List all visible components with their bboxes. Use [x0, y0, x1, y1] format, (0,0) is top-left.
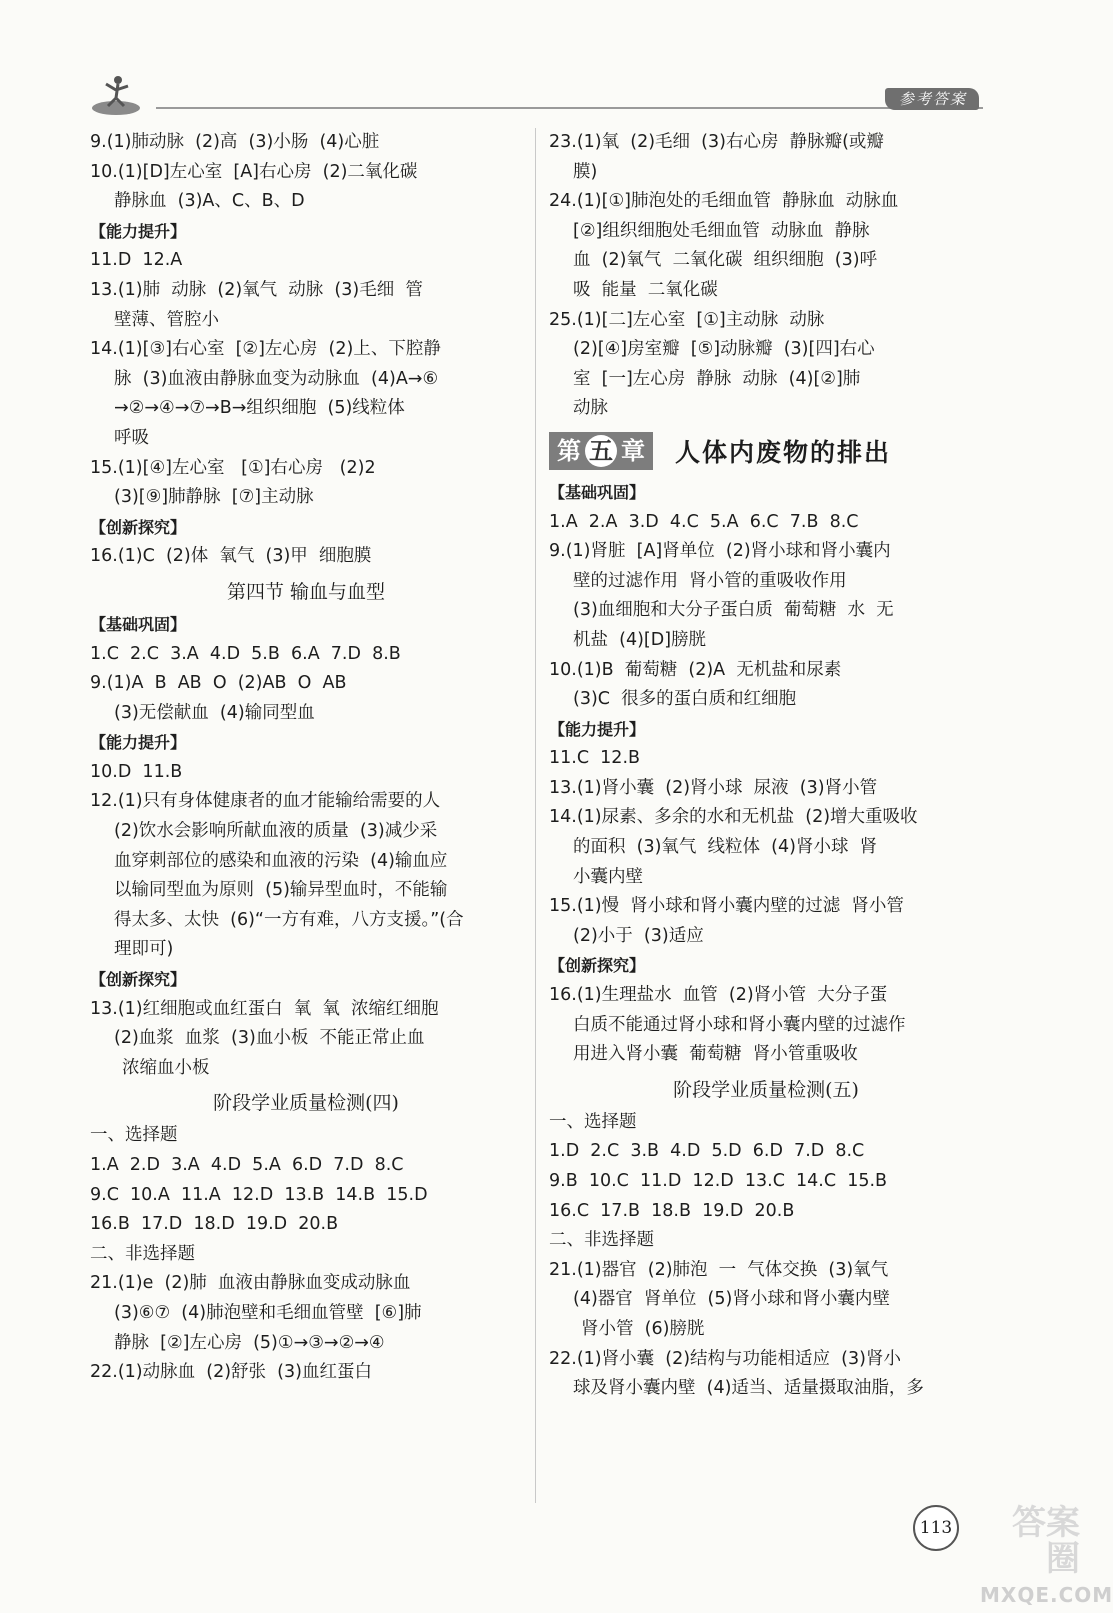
subsection-tag: 【能力提升】 — [90, 733, 187, 753]
answer-line: 13.(1)肾小囊 (2)肾小球 尿液 (3)肾小管 — [549, 777, 878, 798]
answer-line: 静脉 [②]左心房 (5)①→③→②→④ — [114, 1332, 385, 1353]
answer-line: (3)血细胞和大分子蛋白质 葡萄糖 水 无 — [573, 600, 894, 621]
answer-line: 15.(1)[④]左心室 [①]右心房 (2)2 — [90, 457, 376, 478]
chapter-suffix: 章 — [621, 436, 645, 465]
section-title: 阶段学业质量检测(四) — [213, 1092, 399, 1115]
answer-line: (3)[⑨]肺静脉 [⑦]主动脉 — [114, 487, 314, 508]
watermark-url: MXQE.COM — [980, 1583, 1113, 1607]
answer-line: 22.(1)动脉血 (2)舒张 (3)血红蛋白 — [90, 1362, 372, 1383]
answer-line: 血 (2)氧气 二氧化碳 组织细胞 (3)呼 — [573, 250, 878, 271]
answer-line: 脉 (3)血液由静脉血变为动脉血 (4)A→⑥ — [114, 368, 439, 389]
subsection-tag: 【能力提升】 — [549, 719, 646, 739]
watermark-text: 答案圈 — [1012, 1503, 1080, 1579]
answer-line: 25.(1)[二]左心室 [①]主动脉 动脉 — [549, 309, 825, 330]
answer-line: 二、非选择题 — [549, 1230, 654, 1251]
answer-line: 球及肾小囊内壁 (4)适当、适量摄取油脂，多 — [573, 1378, 924, 1399]
answer-line: 浓缩血小板 — [122, 1057, 210, 1078]
answer-line: 21.(1)e (2)肺 血液由静脉血变成动脉血 — [90, 1273, 411, 1294]
answer-line: 得太多、太快 (6)“一方有难，八方支援。”(合 — [114, 909, 464, 930]
answer-line: 16.B 17.D 18.D 19.D 20.B — [90, 1214, 339, 1235]
answer-line: 1.A 2.A 3.D 4.C 5.A 6.C 7.B 8.C — [549, 511, 859, 532]
section-title: 阶段学业质量检测(五) — [673, 1078, 859, 1101]
answer-line: 1.D 2.C 3.B 4.D 5.D 6.D 7.D 8.C — [549, 1141, 865, 1162]
answer-line: 13.(1)肺 动脉 (2)氧气 动脉 (3)毛细 管 — [90, 279, 423, 300]
answer-line: 11.D 12.A — [90, 250, 183, 271]
answer-line: 肾小管 (6)膀胱 — [581, 1318, 705, 1339]
answer-line: 小囊内壁 — [573, 866, 643, 887]
answer-line: (3)⑥⑦ (4)肺泡壁和毛细血管壁 [⑥]肺 — [114, 1302, 422, 1323]
answer-line: 膜) — [573, 161, 598, 182]
answer-line: 静脉血 (3)A、C、B、D — [114, 191, 305, 212]
answer-line: 动脉 — [573, 398, 608, 419]
answer-line: 10.(1)B 葡萄糖 (2)A 无机盐和尿素 — [549, 659, 842, 680]
answer-line: 的面积 (3)氧气 线粒体 (4)肾小球 肾 — [573, 837, 878, 858]
answer-line: 14.(1)尿素、多余的水和无机盐 (2)增大重吸收 — [549, 807, 918, 828]
answer-line: 呼吸 — [114, 427, 149, 448]
page-number: 113 — [913, 1505, 959, 1551]
answer-line: 理即可) — [114, 939, 174, 960]
answer-line: (2)小于 (3)适应 — [573, 925, 704, 946]
answer-line: 11.C 12.B — [549, 748, 641, 769]
answer-line: (3)无偿献血 (4)输同型血 — [114, 702, 315, 723]
subsection-tag: 【创新探究】 — [549, 956, 646, 976]
answer-line: 9.B 10.C 11.D 12.D 13.C 14.C 15.B — [549, 1171, 888, 1191]
answer-line: 一、选择题 — [549, 1111, 637, 1132]
answer-line: 14.(1)[③]右心室 [②]左心房 (2)上、下腔静 — [90, 339, 441, 360]
answer-line: 室 [一]左心房 静脉 动脉 (4)[②]肺 — [573, 368, 861, 389]
answer-line: 15.(1)慢 肾小球和肾小囊内壁的过滤 肾小管 — [549, 896, 904, 917]
answer-line: 13.(1)红细胞或血红蛋白 氧 氧 浓缩红细胞 — [90, 998, 439, 1019]
answer-line: 24.(1)[①]肺泡处的毛细血管 静脉血 动脉血 — [549, 191, 899, 212]
answer-line: 以输同型血为原则 (5)输异型血时，不能输 — [114, 880, 448, 901]
answer-line: 二、非选择题 — [90, 1243, 195, 1264]
answer-line: 21.(1)器官 (2)肺泡 一 气体交换 (3)氧气 — [549, 1259, 889, 1280]
answer-line: 一、选择题 — [90, 1125, 178, 1146]
subsection-tag: 【创新探究】 — [90, 517, 187, 537]
page-header — [88, 70, 983, 120]
answer-line: 用进入肾小囊 葡萄糖 肾小管重吸收 — [573, 1044, 858, 1065]
runner-logo-icon — [88, 72, 148, 118]
header-rule — [156, 107, 983, 109]
column-divider — [535, 128, 536, 1503]
answer-line: 10.(1)[D]左心室 [A]右心房 (2)二氧化碳 — [90, 161, 418, 182]
subsection-tag: 【能力提升】 — [90, 221, 187, 241]
answer-line: 10.D 11.B — [90, 761, 183, 782]
answer-line: (2)[④]房室瓣 [⑤]动脉瓣 (3)[四]右心 — [573, 339, 875, 360]
subsection-tag: 【基础巩固】 — [90, 614, 187, 634]
answer-line: (3)C 很多的蛋白质和红细胞 — [573, 689, 797, 710]
answer-key-badge: 参考答案 — [885, 88, 979, 110]
watermark-logo — [980, 1503, 1113, 1607]
subsection-tag: 【创新探究】 — [90, 970, 187, 990]
chapter-number-box — [549, 432, 653, 470]
answer-line: 1.C 2.C 3.A 4.D 5.B 6.A 7.D 8.B — [90, 643, 401, 664]
section-title: 第四节 输血与血型 — [226, 580, 386, 603]
answer-line: 壁的过滤作用 肾小管的重吸收作用 — [573, 570, 847, 591]
answer-line: 血穿刺部位的感染和血液的污染 (4)输血应 — [114, 850, 448, 871]
answer-line: 白质不能通过肾小球和肾小囊内壁的过滤作 — [573, 1014, 906, 1035]
answer-line: 22.(1)肾小囊 (2)结构与功能相适应 (3)肾小 — [549, 1348, 901, 1369]
subsection-tag: 【基础巩固】 — [549, 482, 646, 502]
chapter-title: 人体内废物的排出 — [675, 437, 892, 467]
answer-line: 1.A 2.D 3.A 4.D 5.A 6.D 7.D 8.C — [90, 1155, 404, 1175]
answer-line: 9.(1)A B AB O (2)AB O AB — [90, 673, 347, 694]
answer-line: 16.(1)C (2)体 氧气 (3)甲 细胞膜 — [90, 546, 372, 567]
right-column — [549, 128, 983, 1404]
answer-line: →②→④→⑦→B→组织细胞 (5)线粒体 — [114, 398, 405, 419]
answer-line: (2)饮水会影响所献血液的质量 (3)减少采 — [114, 821, 438, 842]
answer-line: (2)血浆 血浆 (3)血小板 不能正常止血 — [114, 1028, 425, 1049]
answer-line: 16.(1)生理盐水 血管 (2)肾小管 大分子蛋 — [549, 985, 888, 1006]
answer-line: 吸 能量 二氧化碳 — [573, 279, 718, 300]
answer-line: 壁薄、管腔小 — [114, 309, 219, 330]
answer-line: 23.(1)氧 (2)毛细 (3)右心房 静脉瓣(或瓣 — [549, 132, 884, 152]
answer-line: 9.C 10.A 11.A 12.D 13.B 14.B 15.D — [90, 1184, 428, 1205]
answer-line: (4)器官 肾单位 (5)肾小球和肾小囊内壁 — [573, 1289, 890, 1310]
chapter-heading — [549, 428, 983, 474]
answer-line: [②]组织细胞处毛细血管 动脉血 静脉 — [573, 220, 870, 241]
answer-line: 12.(1)只有身体健康者的血才能输给需要的人 — [90, 791, 441, 812]
answer-line: 16.C 17.B 18.B 19.D 20.B — [549, 1200, 795, 1221]
answer-line: 机盐 (4)[D]膀胱 — [573, 629, 707, 650]
chapter-prefix: 第 — [557, 436, 581, 465]
chapter-number: 五 — [585, 435, 617, 467]
answer-line: 9.(1)肺动脉 (2)高 (3)小肠 (4)心脏 — [90, 132, 380, 152]
left-column — [90, 128, 522, 1388]
answer-line: 9.(1)肾脏 [A]肾单位 (2)肾小球和肾小囊内 — [549, 541, 891, 562]
